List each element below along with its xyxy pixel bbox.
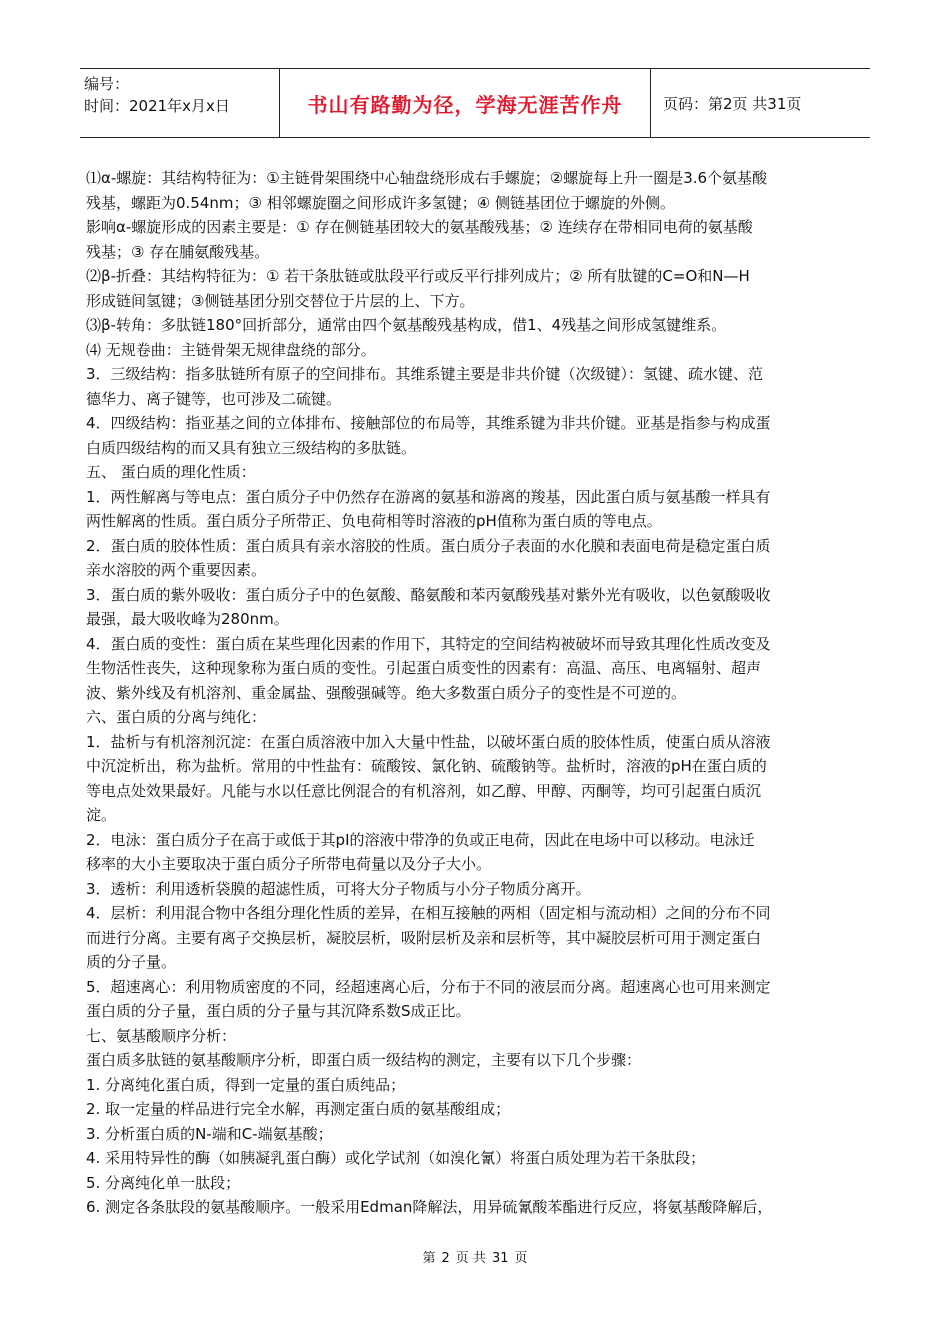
text-line: ⑷ 无规卷曲：主链骨架无规律盘绕的部分。	[86, 340, 376, 359]
text-line: 质的分子量。	[86, 953, 177, 971]
text-line: 形成链间氢键；③侧链基团分别交替位于片层的上、下方。	[86, 291, 475, 310]
text-line: ⑶β-转角：多肽链180°回折部分，通常由四个氨基酸残基构成，借1、4残基之间形成氢键维系。	[86, 316, 727, 334]
text-line: 最强，最大吸收峰为280nm。	[86, 610, 289, 628]
text-line: 移率的大小主要取决于蛋白质分子所带电荷量以及分子大小。	[86, 855, 492, 873]
text-line: 1．盐析与有机溶剂沉淀：在蛋白质溶液中加入大量中性盐，以破坏蛋白质的胶体性质，使蛋白质从溶液	[86, 732, 771, 751]
text-line: 六、蛋白质的分离与纯化：	[86, 708, 267, 726]
text-line: 亲水溶胶的两个重要因素。	[86, 561, 267, 579]
text-line: 1. 分离纯化蛋白质，得到一定量的蛋白质纯品；	[86, 1075, 406, 1094]
text-line: 生物活性丧失，这种现象称为蛋白质的变性。引起蛋白质变性的因素有：高温、高压、电离辐射、超声	[86, 659, 762, 677]
text-line: 两性解离的性质。蛋白质分子所带正、负电荷相等时溶液的pH值称为蛋白质的等电点。	[86, 512, 662, 530]
text-line: 淀。	[86, 806, 117, 824]
header-page-info: 页码：第2页 共31页	[663, 94, 802, 113]
text-line: 等电点处效果最好。凡能与水以任意比例混合的有机溶剂，如乙醇、甲醇、丙酮等，均可引起蛋白质沉	[86, 781, 762, 800]
text-line: 七、氨基酸顺序分析：	[86, 1026, 237, 1045]
text-line: 五、 蛋白质的理化性质：	[86, 463, 256, 481]
footer-mid: 页 共	[455, 1251, 486, 1266]
text-line: 残基，螺距为0.54nm；③ 相邻螺旋圈之间形成许多氢键；④ 侧链基团位于螺旋的外侧。	[86, 193, 675, 212]
footer-total-pages: 31	[491, 1251, 509, 1266]
text-line: 4．蛋白质的变性：蛋白质在某些理化因素的作用下，其特定的空间结构被破坏而导致其理化性质改变及	[86, 634, 771, 653]
footer-page-number: 2	[441, 1251, 450, 1266]
text-line: 3. 分析蛋白质的N-端和C-端氨基酸；	[86, 1124, 333, 1143]
number-label: 编号：	[84, 75, 130, 93]
text-line: 5. 分离纯化单一肽段；	[86, 1173, 241, 1192]
text-line: 6. 测定各条肽段的氨基酸顺序。一般采用Edman降解法，用异硫氰酸苯酯进行反应，将氨基酸降解后，	[86, 1198, 773, 1216]
text-line: ⑴α-螺旋：其结构特征为：①主链骨架围绕中心轴盘绕形成右手螺旋；②螺旋每上升一圈是3.6个氨基酸	[86, 169, 768, 187]
text-line: 2．电泳：蛋白质分子在高于或低于其pI的溶液中带净的负或正电荷，因此在电场中可以移动。电泳迁	[86, 830, 755, 849]
text-line: 5．超速离心：利用物质密度的不同，经超速离心后，分布于不同的液层而分离。超速离心也可用来测定	[86, 977, 771, 996]
text-line: 残基；③ 存在脯氨酸残基。	[86, 242, 270, 261]
footer-suffix: 页	[514, 1251, 528, 1266]
text-line: 4．四级结构：指亚基之间的立体排布、接触部位的布局等，其维系键为非共价键。亚基是指参与构成蛋	[86, 414, 771, 432]
header-meta	[80, 69, 280, 137]
text-line: 德华力、离子键等，也可涉及二硫键。	[86, 389, 342, 408]
text-line: 而进行分离。主要有离子交换层析，凝胶层析，吸附层析及亲和层析等，其中凝胶层析可用于测定蛋白	[86, 928, 762, 947]
document-body	[86, 166, 864, 1220]
text-line: 2．蛋白质的胶体性质：蛋白质具有亲水溶胶的性质。蛋白质分子表面的水化膜和表面电荷是稳定蛋白质	[86, 536, 771, 555]
text-line: 3．蛋白质的紫外吸收：蛋白质分子中的色氨酸、酪氨酸和苯丙氨酸残基对紫外光有吸收，以色氨酸吸收	[86, 585, 771, 604]
text-line: 中沉淀析出，称为盐析。常用的中性盐有：硫酸铵、氯化钠、硫酸钠等。盐析时，溶液的pH在蛋白质的	[86, 757, 767, 775]
text-line: 波、紫外线及有机溶剂、重金属盐、强酸强碱等。绝大多数蛋白质分子的变性是不可逆的。	[86, 683, 687, 702]
text-line: 2. 取一定量的样品进行完全水解，再测定蛋白质的氨基酸组成；	[86, 1100, 511, 1118]
text-line: 4．层析：利用混合物中各组分理化性质的差异，在相互接触的两相（固定相与流动相）之间的分布不同	[86, 904, 771, 922]
text-line: 4. 采用特异性的酶（如胰凝乳蛋白酶）或化学试剂（如溴化氰）将蛋白质处理为若干条肽段；	[86, 1149, 706, 1167]
page-header	[80, 68, 870, 138]
page-footer	[0, 1247, 950, 1266]
text-line: ⑵β-折叠：其结构特征为：① 若干条肽链或肽段平行或反平行排列成片；② 所有肽键的C=O和N—H	[86, 267, 750, 285]
text-line: 影响α-螺旋形成的因素主要是：① 存在侧链基团较大的氨基酸残基；② 连续存在带相同电荷的氨基酸	[86, 218, 753, 236]
text-line: 3．三级结构：指多肽链所有原子的空间排布。其维系键主要是非共价键（次级键）：氢键、疏水键、范	[86, 365, 764, 383]
text-line: 白质四级结构的而又具有独立三级结构的多肽链。	[86, 438, 417, 457]
text-line: 蛋白质的分子量，蛋白质的分子量与其沉降系数S成正比。	[86, 1002, 471, 1020]
text-line: 蛋白质多肽链的氨基酸顺序分析，即蛋白质一级结构的测定，主要有以下几个步骤：	[86, 1051, 642, 1069]
footer-prefix: 第	[422, 1251, 436, 1266]
header-motto: 书山有路勤为径，学海无涯苦作舟	[280, 69, 651, 137]
time-label: 时间：2021年x月x日	[84, 97, 230, 115]
text-line: 3．透析：利用透析袋膜的超滤性质，可将大分子物质与小分子物质分离开。	[86, 879, 591, 898]
text-line: 1．两性解离与等电点：蛋白质分子中仍然存在游离的氨基和游离的羧基，因此蛋白质与氨基酸一样具有	[86, 487, 771, 506]
